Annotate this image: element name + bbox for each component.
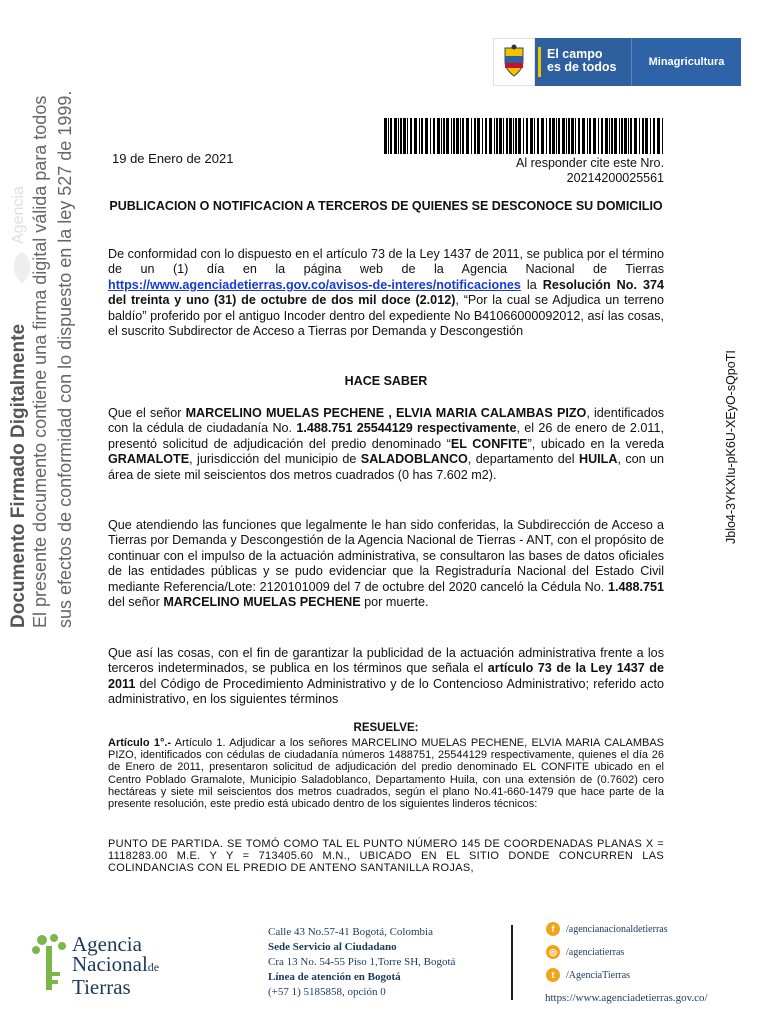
punto-de-partida: PUNTO DE PARTIDA. SE TOMÓ COMO TAL EL PUNTO NÚMERO 145 DE COORDENADAS PLANAS X = 1118283.00 M.E. Y Y = 713405.60 M.N., UBICADO EN EL SITIO DONDE CONCURREN LAS COLINDANCIAS CON EL PREDIO DE ANTENO SANTANILLA ROJAS, <box>108 838 664 875</box>
facebook-link[interactable]: f /agencianacionaldetierras <box>546 922 668 936</box>
facebook-icon: f <box>546 922 560 936</box>
watermark-title: Documento Firmado Digitalmente <box>8 323 29 628</box>
verification-code: Jblo4-3YKXIu-pK6U-XEyO-sQpoTI <box>724 350 738 544</box>
website-link[interactable]: https://www.agenciadetierras.gov.co/ <box>545 992 708 1004</box>
paragraph-verification: Que atendiendo las funciones que legalmente le han sido conferidas, la Subdirección de Acceso a Tierras por Demanda y Descongestión de la Agencia Nacional de Tierras - ANT, con el propósito de continuar con el impulso de la actuación administrativa, se consultaron las bases de datos oficiales de las entidades públicas y se pudo evidenciar que la Registraduría Nacional del Estado Civil mediante Referencia/Lote: 2120101009 del 7 de octubre del 2020 canceló la Cédula No. 1.488.751 del señor MARCELINO MUELAS PECHENE por muerte. <box>108 518 664 610</box>
ant-logo-line-1: Agencia <box>72 932 142 956</box>
cite-number: 20214200025561 <box>566 171 664 185</box>
footer-address <box>268 925 455 1000</box>
paragraph-applicants: Que el señor MARCELINO MUELAS PECHENE , ELVIA MARIA CALAMBAS PIZO, identificados con la cédula de ciudadanía No. 1.488.751 25544129 respectivamente, el 26 de enero de 2.011, presentó solicitud de adjudicación del predio denominado “EL CONFITE”, ubicado en la vereda GRAMALOTE, jurisdicción del municipio de SALADOBLANCO, departamento del HUILA, con un área de siete mil seiscientos dos metros cuadrados (0 has 7.602 m2). <box>108 406 665 482</box>
paragraph-intro: De conformidad con lo dispuesto en el artículo 73 de la Ley 1437 de 2011, se publica por el término de un (1) día en la página web de la Agencia Nacional de Tierras https://www.agenciadetierras.gov.co/avisos-de-interes/notificaciones la Resolución No. 374 del treinta y uno (31) de octubre de dos mil doce (2.012), “Por la cual se Adjudica un terreno baldío” proferido por el antiguo Incoder dentro del expediente No B41066000092012, así las cosas, el suscrito Subdirector de Acceso a Tierras por Demanda y Descongestión <box>108 247 665 339</box>
notifications-link[interactable]: https://www.agenciadetierras.gov.co/avisos-de-interes/notificaciones <box>108 277 521 292</box>
address-line-1: Calle 43 No.57-41 Bogotá, Colombia <box>268 926 433 938</box>
faded-agencia-text: Agencia <box>10 186 27 244</box>
resuelve-heading: RESUELVE: <box>353 722 419 734</box>
ministry-label: Minagricultura <box>631 38 741 86</box>
address-line-2: Sede Servicio al Ciudadano <box>268 941 397 953</box>
cite-label: Al responder cite este Nro. <box>516 156 664 170</box>
hace-saber-heading: HACE SABER <box>344 374 428 388</box>
document-date: 19 de Enero de 2021 <box>112 151 234 166</box>
address-line-4: Línea de atención en Bogotá <box>268 971 401 983</box>
paragraph-publication: Que así las cosas, con el fin de garantizar la publicidad de la actuación administrativa frente a los terceros indeterminados, se publica en los términos que señala el artículo 73 de la Ley 1437 de 2011 del Código de Procedimiento Administrativo y de lo Contencioso Administrativo; referido acto administrativo, en los siguientes términos <box>108 646 664 707</box>
el-campo-brand <box>535 38 631 86</box>
address-line-3: Cra 13 No. 54-55 Piso 1,Torre SH, Bogotá <box>268 956 456 968</box>
ant-logo-line-2: Nacional <box>72 952 148 976</box>
ant-footer-logo <box>30 930 190 1000</box>
address-line-5: (+57 1) 5185858, opción 0 <box>268 986 386 998</box>
coat-of-arms-icon <box>493 38 535 86</box>
footer-divider <box>511 925 513 1000</box>
ant-logo-de: de <box>147 960 160 974</box>
barcode-icon <box>384 118 664 154</box>
instagram-link[interactable]: ◎ /agenciatierras <box>546 945 624 959</box>
instagram-icon: ◎ <box>546 945 560 959</box>
ant-key-icon <box>30 932 70 994</box>
twitter-icon: t <box>546 968 560 982</box>
watermark-line-2: El presente documento contiene una firma digital válida para todos <box>30 95 50 628</box>
brand-line-1: El campo <box>547 47 603 61</box>
government-header-logo <box>493 38 741 86</box>
brand-line-2: es de todos <box>547 60 617 74</box>
ant-logo-line-3: Tierras <box>72 975 131 999</box>
document-title: PUBLICACION O NOTIFICACION A TERCEROS DE QUIENES SE DESCONOCE SU DOMICILIO <box>109 199 663 213</box>
digital-signature-watermark <box>0 0 90 700</box>
watermark-line-3: sus efectos de conformidad con lo dispuesto en la ley 527 de 1999. <box>55 90 75 628</box>
article-1: Artículo 1°.- Artículo 1. Adjudicar a los señores MARCELINO MUELAS PECHENE, ELVIA MARIA CALAMBAS PIZO, identificados con cédulas de ciudadanía números 1488751, 25544129 respectivamente, quienes el día 26 de Enero de 2011, presentaron solicitud de adjudicación del predio denominado EL CONFITE ubicado en el Centro Poblado Gramalote, Municipio Saladoblanco, Departamento Huila, con una extensión de (0.7602) cero hectáreas y siete mil seiscientos dos metros cuadrados, según el plano No.41-660-1479 que hace parte de la presente resolución, este predio está ubicado dentro de los siguientes linderos técnicos: <box>108 737 664 811</box>
twitter-link[interactable]: t /AgenciaTierras <box>546 968 630 982</box>
